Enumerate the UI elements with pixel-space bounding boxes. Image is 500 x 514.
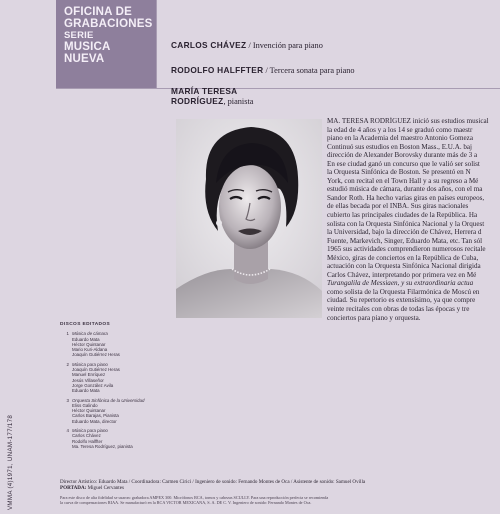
technical-notes bbox=[60, 495, 328, 505]
disco-item: Eduardo Mata bbox=[72, 388, 100, 394]
program-item bbox=[171, 40, 323, 51]
bio-line: York, con recital en el Town Hall y a su regreso a Mé bbox=[327, 176, 479, 185]
disco-title: Música de cámara bbox=[72, 331, 108, 337]
disco-group bbox=[60, 362, 145, 394]
bio-line: dirección de Alexander Borovsky durante más de 3 a bbox=[327, 151, 478, 160]
disco-title: Música para piano bbox=[72, 428, 108, 434]
portada-label: PORTADA: bbox=[60, 485, 87, 491]
bio-line: 1965 sus actividades comprendieron numerosos recitale bbox=[327, 245, 486, 254]
disco-item: Eduardo Mata, director bbox=[72, 418, 117, 424]
portada-line bbox=[60, 485, 365, 491]
bio-line: México, giras de conciertos en la República de Cuba, bbox=[327, 253, 479, 262]
work-title: / Invención para piano bbox=[248, 41, 323, 50]
composer-name: CARLOS CHÁVEZ bbox=[171, 40, 247, 50]
series-title-line: MUSICA bbox=[64, 41, 111, 53]
bio-line: Carlos Chávez, interpretando por primera vez en Mé bbox=[327, 270, 477, 279]
bio-line: En ese ciudad ganó un concurso que le valió ser solist bbox=[327, 159, 480, 168]
bio-line: estudió música de cámara, durante dos años, con el ma bbox=[327, 185, 483, 194]
bio-line: la edad de 4 años y a los 14 se graduó como maestr bbox=[327, 125, 473, 134]
bio-line: piano en la Academia del maestro Antonio Gomeza bbox=[327, 134, 473, 143]
disco-group bbox=[60, 398, 145, 424]
biography-text bbox=[327, 117, 499, 322]
credits-line: Director Artístico: Eduardo Mata / Coordinadora: Carmen Cirici / Ingeniero de sonido: Fernando Montes de Oca / Asistente de sonido: Samuel Ovilla bbox=[60, 479, 366, 485]
bio-line: la Universidad, bajo la dirección de Chávez, Herrera d bbox=[327, 228, 482, 237]
divider-vertical bbox=[156, 0, 157, 88]
disco-item: Joaquín Gutiérrez Heras bbox=[72, 352, 120, 358]
bio-line: cubierto las principales ciudades de la República. Ha bbox=[327, 211, 478, 220]
portrait-illustration bbox=[176, 119, 322, 318]
work-title: / Tercera sonata para piano bbox=[265, 66, 355, 75]
disco-item: Héctor Quintanar bbox=[72, 408, 106, 414]
bio-line: la Orquesta Sinfónica de Boston. Se presentó en N bbox=[327, 168, 471, 177]
series-title-line: NUEVA bbox=[64, 53, 105, 65]
disco-item: Joaquín Gutiérrez Heras bbox=[72, 367, 120, 373]
tech-line: Para este disco de alta fidelidad se usaron: grabadora AMPEX 300. Micrófonos RCA, tornos y cabezas SCULLY. Para una reproducción perfecta se recomienda bbox=[60, 495, 329, 500]
series-title-line: OFICINA DE bbox=[64, 6, 133, 18]
disco-item: Jorge González Avila bbox=[72, 382, 114, 388]
series-title-line: SERIE bbox=[64, 30, 94, 41]
disco-item: Jesús Villaseñor bbox=[72, 377, 104, 383]
program-item bbox=[171, 65, 355, 76]
disco-title: Orquesta Sinfónica de la Universidad bbox=[72, 397, 145, 403]
bio-line: Sandor Roth. Ha hecho varias giras en países europeos, bbox=[327, 193, 485, 202]
disco-item: Mario Kuri-Aldana bbox=[72, 347, 108, 353]
performer-role: , pianista bbox=[223, 97, 254, 106]
disco-item: Eduardo Mata bbox=[72, 336, 100, 342]
bio-line: conciertos para piano y orquesta. bbox=[327, 313, 421, 322]
disco-item: Ma. Teresa Rodríguez, pianista bbox=[72, 443, 133, 449]
tech-line: la curva de compensaciones RIAA. Se manufacturó en la RCA VICTOR MEXICANA, S. A. DE C. V. Ingeniero de sonido: Fernando Montes de Oca. bbox=[60, 500, 312, 505]
series-title-line: GRABACIONES bbox=[64, 18, 153, 30]
disco-item: Rodolfo Halffter bbox=[72, 438, 103, 444]
disco-number: 3 bbox=[66, 397, 69, 403]
bio-line: solista con la Orquesta Sinfónica Nacional y la Orquest bbox=[327, 219, 485, 228]
disco-number: 2 bbox=[66, 361, 69, 367]
bio-line: Turangalila de Messiaen, y su extraordinaria actua bbox=[327, 279, 474, 288]
disco-number: 4 bbox=[66, 428, 69, 434]
bio-line: veinte recitales con obras de todas las épocas y tre bbox=[327, 305, 470, 314]
disco-item: Héctor Quintanar bbox=[72, 341, 106, 347]
credits bbox=[60, 479, 365, 491]
bio-line: MA. TERESA RODRÍGUEZ inició sus estudios musical bbox=[327, 117, 489, 125]
bio-line: de ellas becada por el INBA. Sus giras nacionales bbox=[327, 202, 469, 211]
disco-item: Carlos Chávez bbox=[72, 433, 101, 439]
performer-name: RODRÍGUEZ bbox=[171, 96, 224, 106]
performer-name: MARÍA TERESA bbox=[171, 86, 238, 96]
bio-line: ciudad. Su repertorio es extensísimo, ya que compre bbox=[327, 296, 476, 305]
disco-item: Eliss Galindo bbox=[72, 402, 98, 408]
disco-item: Manuel Enríquez bbox=[72, 372, 106, 378]
bio-line: Continuó sus estudios en Boston Mass., E.U.A. baj bbox=[327, 142, 473, 151]
bio-line: actuación con la Orquesta Sinfónica Nacional dirigida bbox=[327, 262, 481, 271]
bio-line: como solista de la Orquesta Filarmónica de Moscú en bbox=[327, 287, 480, 296]
portada-value: Miguel Cervantes bbox=[86, 485, 124, 491]
discos-heading: DISCOS EDITADOS bbox=[60, 322, 111, 327]
catalog-number: VMMA (4)1971, UNAM-177/178 bbox=[7, 414, 14, 510]
performer-line bbox=[171, 96, 253, 107]
bio-line: Fuente, Markevich, Singer, Eduardo Mata, etc. Tan sól bbox=[327, 236, 483, 245]
disco-number: 1 bbox=[66, 331, 69, 337]
disco-group bbox=[60, 428, 145, 449]
pianist-portrait bbox=[176, 119, 322, 318]
divider-horizontal bbox=[56, 88, 500, 89]
composer-name: RODOLFO HALFFTER bbox=[171, 65, 264, 75]
disco-item: Carlos Barajas, Pianista bbox=[72, 413, 119, 419]
series-title-block bbox=[56, 0, 156, 88]
disco-title: Música para piano bbox=[72, 361, 108, 367]
disco-group bbox=[60, 331, 145, 357]
discos-editados bbox=[60, 322, 145, 453]
